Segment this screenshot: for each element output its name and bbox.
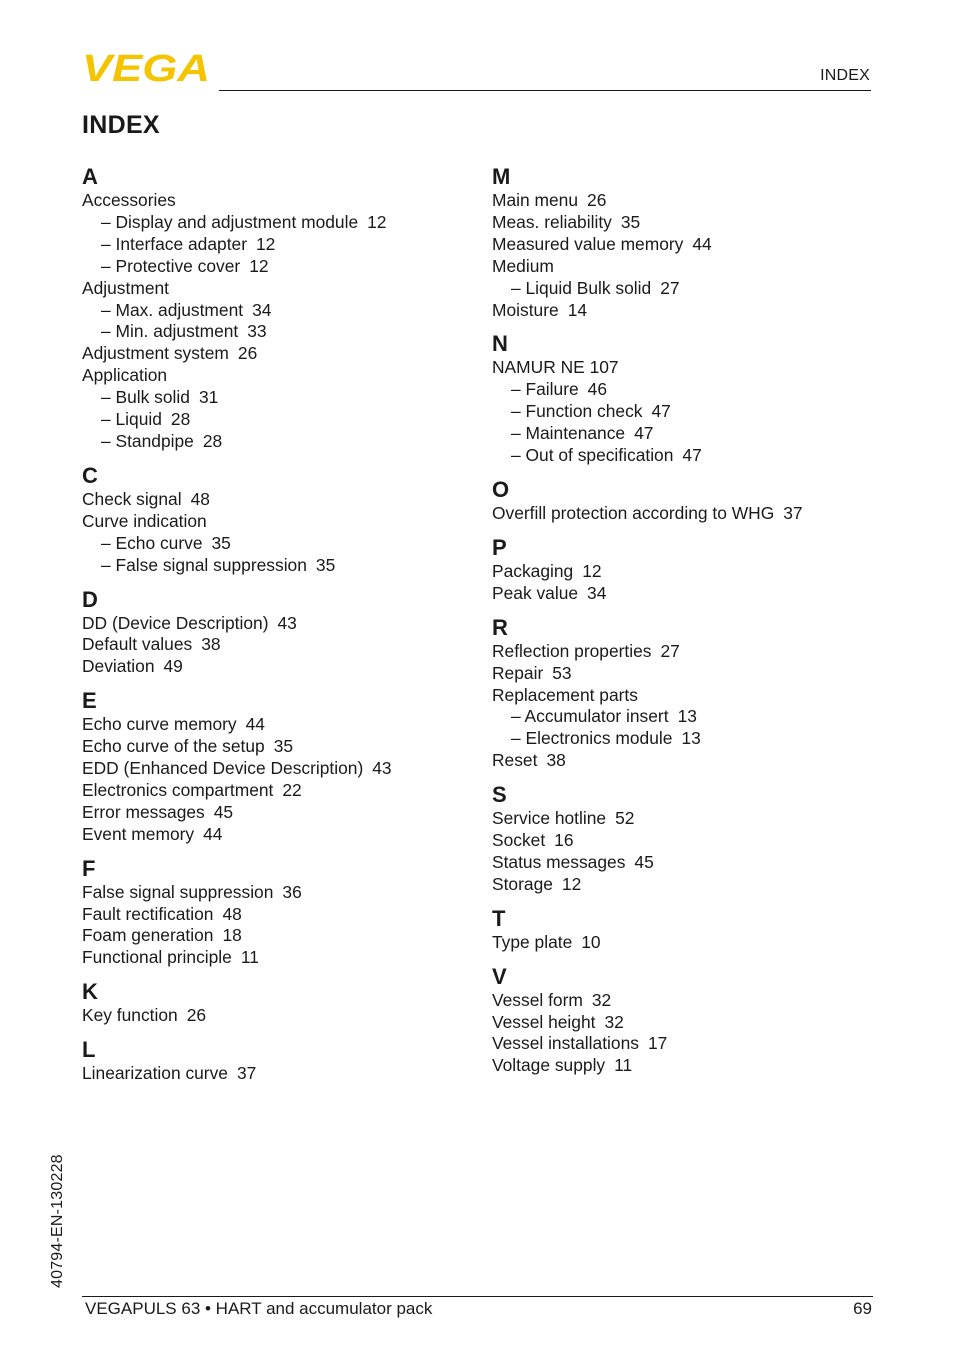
index-entry — [82, 365, 502, 387]
index-entry — [82, 904, 502, 926]
entry-term: Adjustment system — [82, 343, 229, 364]
entry-page-number: 35 — [273, 736, 294, 757]
index-subentry — [82, 555, 502, 577]
index-entry — [492, 256, 912, 278]
index-entry — [82, 1063, 502, 1085]
index-section-d — [82, 587, 502, 679]
index-section-v — [492, 964, 912, 1078]
index-entry — [492, 830, 912, 852]
entry-term: – Display and adjustment module — [101, 211, 359, 232]
entry-term: Packaging — [492, 560, 574, 581]
entry-page-number: 28 — [170, 409, 191, 430]
index-section-a — [82, 164, 502, 453]
index-entry — [82, 925, 502, 947]
index-entry — [492, 300, 912, 322]
entry-term: Electronics compartment — [82, 779, 274, 800]
index-entry — [82, 489, 502, 511]
entry-page-number: 43 — [277, 612, 297, 633]
entry-page-number: 12 — [256, 233, 276, 254]
section-letter: S — [492, 782, 507, 808]
index-section-s — [492, 782, 912, 896]
entry-term: Overfill protection according to WHG — [492, 502, 775, 523]
header-section-label: INDEX — [820, 67, 870, 84]
entry-term: – Min. adjustment — [101, 321, 239, 342]
entry-term: – Failure — [511, 379, 579, 400]
entry-page-number: 48 — [222, 903, 242, 924]
entry-term: Vessel form — [492, 989, 583, 1010]
index-section-r — [492, 615, 912, 772]
entry-page-number: 35 — [211, 532, 231, 553]
entry-page-number: 16 — [554, 830, 574, 851]
footer-page-number: 69 — [853, 1299, 872, 1318]
entry-page-number: 38 — [546, 750, 566, 771]
entry-term: – Echo curve — [101, 532, 203, 553]
entry-term: Fault rectification — [82, 903, 214, 924]
entry-page-number: 37 — [783, 502, 803, 523]
entry-term: Key function — [82, 1005, 178, 1026]
index-entry — [492, 852, 912, 874]
entry-page-number: 33 — [247, 321, 267, 342]
entry-term: Linearization curve — [82, 1063, 228, 1084]
entry-page-number: 36 — [282, 881, 302, 902]
entry-term: – False signal suppression — [101, 554, 307, 575]
entry-term: Check signal — [82, 488, 182, 509]
index-entry — [492, 932, 912, 954]
index-subentry — [82, 409, 502, 431]
index-subentry — [82, 387, 502, 409]
index-subentry — [82, 256, 502, 278]
entry-page-number: 26 — [587, 190, 607, 210]
vega-logo — [82, 50, 212, 84]
index-entry — [492, 1012, 912, 1034]
entry-term: Repair — [492, 662, 544, 683]
index-entry — [492, 641, 912, 663]
index-entry — [82, 947, 502, 969]
index-entry — [492, 750, 912, 772]
entry-term: Measured value memory — [492, 233, 684, 254]
index-entry — [492, 561, 912, 583]
entry-page-number: 32 — [604, 1011, 624, 1032]
entry-page-number: 38 — [201, 634, 221, 655]
entry-term: Accessories — [82, 190, 176, 210]
entry-page-number: 52 — [615, 808, 635, 829]
index-entry — [82, 736, 502, 758]
section-letter: P — [492, 534, 507, 560]
index-entry — [492, 357, 912, 379]
entry-term: Meas. reliability — [492, 211, 612, 232]
entry-page-number: 14 — [567, 299, 588, 320]
index-subentry — [82, 212, 502, 234]
index-entry — [492, 503, 912, 525]
entry-term: EDD (Enhanced Device Description) — [82, 758, 364, 779]
index-entry — [492, 212, 912, 234]
index-entry — [82, 1005, 502, 1027]
index-entry — [82, 511, 502, 533]
index-column-right — [492, 164, 912, 1087]
index-entry — [82, 824, 502, 846]
index-entry — [492, 234, 912, 256]
entry-page-number: 47 — [651, 401, 671, 422]
index-section-t — [492, 906, 912, 954]
index-section-o — [492, 477, 912, 525]
index-entry — [82, 714, 502, 736]
entry-page-number: 12 — [561, 873, 582, 894]
index-entry — [492, 808, 912, 830]
entry-page-number: 28 — [202, 430, 223, 451]
entry-page-number: 37 — [236, 1063, 257, 1084]
entry-term: Service hotline — [492, 808, 607, 829]
index-subentry — [492, 728, 912, 750]
entry-page-number: 12 — [367, 211, 387, 232]
index-subentry — [492, 401, 912, 423]
entry-page-number: 27 — [660, 277, 680, 298]
section-letter: K — [82, 979, 98, 1005]
entry-page-number: 34 — [587, 582, 607, 603]
entry-term: – Out of specification — [511, 445, 674, 466]
header-rule — [219, 90, 871, 91]
index-section-l — [82, 1037, 502, 1085]
entry-page-number: 17 — [647, 1033, 668, 1054]
entry-term: – Function check — [511, 401, 643, 422]
index-section-n — [492, 331, 912, 467]
entry-page-number: 13 — [681, 728, 701, 749]
entry-term: Voltage supply — [492, 1055, 606, 1076]
section-letter: C — [82, 462, 98, 488]
entry-term: Peak value — [492, 582, 579, 603]
entry-page-number: 35 — [315, 554, 336, 575]
section-letter: F — [82, 855, 96, 881]
entry-page-number: 10 — [581, 931, 601, 952]
entry-term: – Standpipe — [101, 430, 194, 451]
index-entry — [82, 634, 502, 656]
index-subentry — [492, 278, 912, 300]
index-section-k — [82, 979, 502, 1027]
index-section-f — [82, 856, 502, 970]
index-entry — [82, 802, 502, 824]
index-section-c — [82, 463, 502, 577]
entry-page-number: 43 — [372, 758, 392, 779]
index-entry — [492, 1033, 912, 1055]
footer-product: VEGAPULS 63 • HART and accumulator pack — [85, 1299, 433, 1318]
entry-term: False signal suppression — [82, 881, 274, 902]
entry-page-number: 46 — [587, 379, 608, 400]
document-code: 40794-EN-130228 — [49, 1154, 66, 1288]
entry-term: Vessel installations — [492, 1033, 639, 1054]
entry-page-number: 47 — [634, 423, 654, 444]
section-letter: N — [492, 331, 508, 357]
entry-term: Main menu — [492, 190, 579, 210]
entry-term: Storage — [492, 873, 553, 894]
entry-term: Application — [82, 365, 168, 386]
entry-page-number: 11 — [614, 1055, 633, 1076]
entry-term: Reset — [492, 750, 538, 771]
index-subentry — [82, 533, 502, 555]
section-letter: T — [492, 905, 506, 931]
entry-term: DD (Device Description) — [82, 612, 269, 633]
index-entry — [492, 1055, 912, 1077]
index-entry — [82, 780, 502, 802]
index-entry — [82, 758, 502, 780]
entry-page-number: 18 — [222, 925, 242, 946]
entry-page-number: 34 — [252, 299, 272, 320]
entry-term: Type plate — [492, 931, 573, 952]
section-letter: E — [82, 688, 97, 714]
entry-page-number: 13 — [677, 706, 697, 727]
entry-page-number: 31 — [198, 387, 219, 408]
entry-page-number: 44 — [245, 714, 265, 735]
index-entry — [82, 613, 502, 635]
entry-term: Error messages — [82, 801, 205, 822]
section-letter: D — [82, 586, 98, 612]
index-subentry — [82, 300, 502, 322]
entry-page-number: 48 — [190, 488, 210, 509]
vega-logo-graphic — [82, 50, 212, 84]
entry-page-number: 47 — [682, 445, 702, 466]
index-entry — [492, 990, 912, 1012]
entry-page-number: 22 — [282, 779, 302, 800]
index-entry — [82, 882, 502, 904]
entry-term: Foam generation — [82, 925, 214, 946]
entry-page-number: 26 — [186, 1005, 207, 1026]
index-entry — [492, 874, 912, 896]
entry-page-number: 44 — [692, 233, 712, 254]
index-subentry — [492, 379, 912, 401]
entry-term: Vessel height — [492, 1011, 596, 1032]
entry-term: Replacement parts — [492, 684, 638, 705]
entry-term: – Electronics module — [511, 728, 673, 749]
entry-term: Adjustment — [82, 277, 169, 298]
index-section-m — [492, 164, 912, 321]
entry-term: – Max. adjustment — [101, 299, 244, 320]
entry-term: Default values — [82, 634, 193, 655]
entry-term: – Protective cover — [101, 255, 241, 276]
entry-term: Functional principle — [82, 947, 232, 968]
entry-term: Echo curve of the setup — [82, 736, 265, 757]
section-letter: O — [492, 476, 510, 502]
footer-rule — [82, 1296, 873, 1297]
svg-text:VEGA: VEGA — [82, 50, 210, 84]
entry-term: Reflection properties — [492, 640, 652, 661]
index-subentry — [492, 706, 912, 728]
index-subentry — [82, 234, 502, 256]
entry-page-number: 11 — [240, 947, 259, 968]
entry-term: – Interface adapter — [101, 233, 247, 254]
index-subentry — [492, 423, 912, 445]
entry-term: – Bulk solid — [101, 387, 190, 408]
index-entry — [82, 278, 502, 300]
entry-page-number: 12 — [249, 255, 269, 276]
section-letter: A — [82, 164, 98, 189]
index-section-e — [82, 688, 502, 845]
entry-term: – Liquid Bulk solid — [511, 277, 652, 298]
entry-page-number: 27 — [660, 640, 680, 661]
entry-page-number: 32 — [591, 989, 612, 1010]
index-entry — [82, 343, 502, 365]
index-column-left — [82, 164, 502, 1095]
entry-term: Medium — [492, 255, 554, 276]
entry-page-number: 12 — [582, 560, 602, 581]
page-title: INDEX — [82, 111, 160, 139]
entry-term: – Maintenance — [511, 423, 626, 444]
entry-term: NAMUR NE 107 — [492, 357, 619, 378]
entry-term: Curve indication — [82, 510, 207, 531]
index-entry — [82, 190, 502, 212]
entry-term: Event memory — [82, 823, 195, 844]
entry-term: Socket — [492, 830, 546, 851]
section-letter: L — [82, 1037, 96, 1063]
entry-page-number: 26 — [237, 343, 258, 364]
entry-page-number: 49 — [163, 656, 183, 677]
entry-page-number: 53 — [552, 662, 572, 683]
section-letter: M — [492, 164, 511, 189]
entry-term: – Accumulator insert — [511, 706, 669, 727]
entry-page-number: 45 — [634, 851, 654, 872]
section-letter: R — [492, 614, 508, 640]
entry-term: Deviation — [82, 656, 155, 677]
index-subentry — [82, 321, 502, 343]
index-entry — [492, 583, 912, 605]
entry-page-number: 44 — [203, 823, 223, 844]
index-section-p — [492, 535, 912, 605]
entry-page-number: 35 — [620, 211, 641, 232]
entry-term: Echo curve memory — [82, 714, 237, 735]
index-entry — [492, 190, 912, 212]
index-entry — [82, 656, 502, 678]
entry-term: Moisture — [492, 299, 559, 320]
entry-term: – Liquid — [101, 409, 162, 430]
index-entry — [492, 663, 912, 685]
section-letter: V — [492, 963, 507, 989]
index-subentry — [492, 445, 912, 467]
index-entry — [492, 685, 912, 707]
entry-page-number: 45 — [213, 801, 234, 822]
entry-term: Status messages — [492, 851, 626, 872]
index-subentry — [82, 431, 502, 453]
